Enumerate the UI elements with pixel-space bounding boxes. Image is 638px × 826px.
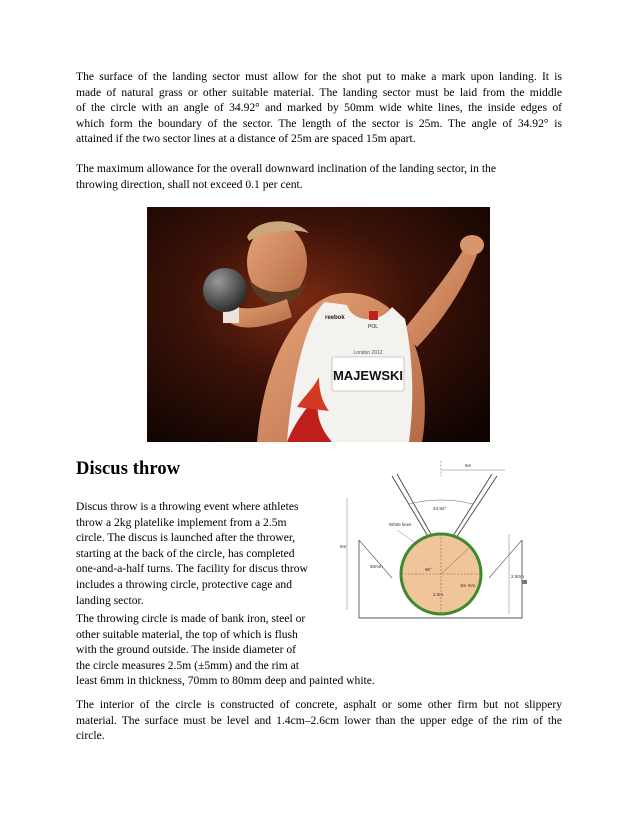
radius-label: 2.5m <box>433 592 444 597</box>
right-sector-line <box>453 474 492 536</box>
text-line: made of natural grass or other suitable material. The landing sector must be laid from the middle <box>76 85 562 99</box>
text-line: the circle measures 2.5m (±5mm) and the rim at <box>76 658 300 672</box>
right-height-label: 2.50m <box>511 574 524 579</box>
text-line: The maximum allowance for the overall downward inclination of the landing sector, in the <box>76 162 497 175</box>
text-line: attained if the two sector lines at a distance of 25m are spaced 15m apart. <box>76 132 416 146</box>
text-line: throwing direction, shall not exceed 0.1 per cent. <box>76 177 303 191</box>
left-height-label: 5m <box>340 544 347 549</box>
angle-label: 34.92° <box>433 506 447 511</box>
rim-depth-label: 3m mm <box>460 583 476 588</box>
discus-circle-diagram <box>337 458 569 636</box>
text-line: The interior of the circle is constructed of concrete, asphalt or some other firm but not slippery <box>76 698 562 711</box>
text-line: of the circle with an angle of 34.92° and marked by 50mm wide white lines, the inside edges of <box>76 101 562 115</box>
text-line: throw a 2kg platelike implement from a 2.5m <box>76 515 287 529</box>
white-lines-leader <box>397 530 417 544</box>
country-code: POL <box>368 324 379 330</box>
sponsor-logo-text: reebok <box>325 315 345 321</box>
top-width-label: 6m <box>465 463 472 468</box>
inner-angle-label: 90° <box>425 567 432 572</box>
discus-paragraph-1 <box>76 499 331 608</box>
shot-put-athlete-photo <box>147 207 490 442</box>
text-line: includes a throwing circle, protective cage and <box>76 577 293 591</box>
text-line: least 6mm in thickness, 70mm to 80mm deep and painted white. <box>76 674 375 688</box>
line-width-label: 50mm <box>370 564 383 569</box>
text-line: with the ground outside. The inside diameter of <box>76 643 297 657</box>
text-line: starting at the back of the circle, has completed <box>76 546 295 560</box>
text-line: circle. <box>76 729 105 743</box>
text-line: other suitable material, the top of which is flush <box>76 627 298 641</box>
intro-paragraph <box>76 69 562 147</box>
text-line: material. The surface must be level and 1.4cm–2.6cm lower than the upper edge of the rim of the <box>76 713 562 727</box>
text-line: landing sector. <box>76 593 144 607</box>
text-line: The throwing circle is made of bank iron, steel or <box>76 612 306 625</box>
bib-name: MAJEWSKI <box>332 368 404 383</box>
text-line: which form the boundary of the sector. The length of the sector is 25m. The angle of 34.92° is <box>76 116 562 130</box>
text-line: circle. The discus is launched after the thrower, <box>76 531 296 545</box>
cage-wing-left <box>359 540 392 578</box>
angle-arc <box>409 500 473 504</box>
text-line: The surface of the landing sector must allow for the shot put to make a mark upon landing. It is <box>76 70 562 83</box>
white-lines-label: White lines <box>389 522 412 527</box>
text-line: one-and-a-half turns. The facility for discus throw <box>76 562 308 576</box>
discus-throw-heading: Discus throw <box>76 459 181 479</box>
stop-board-marker <box>522 580 527 584</box>
cage-wing-right <box>489 540 522 578</box>
incline-paragraph <box>76 161 562 192</box>
discus-paragraph-3 <box>76 697 562 744</box>
event-mark: London 2012 <box>353 350 383 356</box>
left-sector-line <box>392 476 429 538</box>
text-line: Discus throw is a throwing event where athletes <box>76 500 299 513</box>
right-sector-line-inner <box>456 476 497 538</box>
